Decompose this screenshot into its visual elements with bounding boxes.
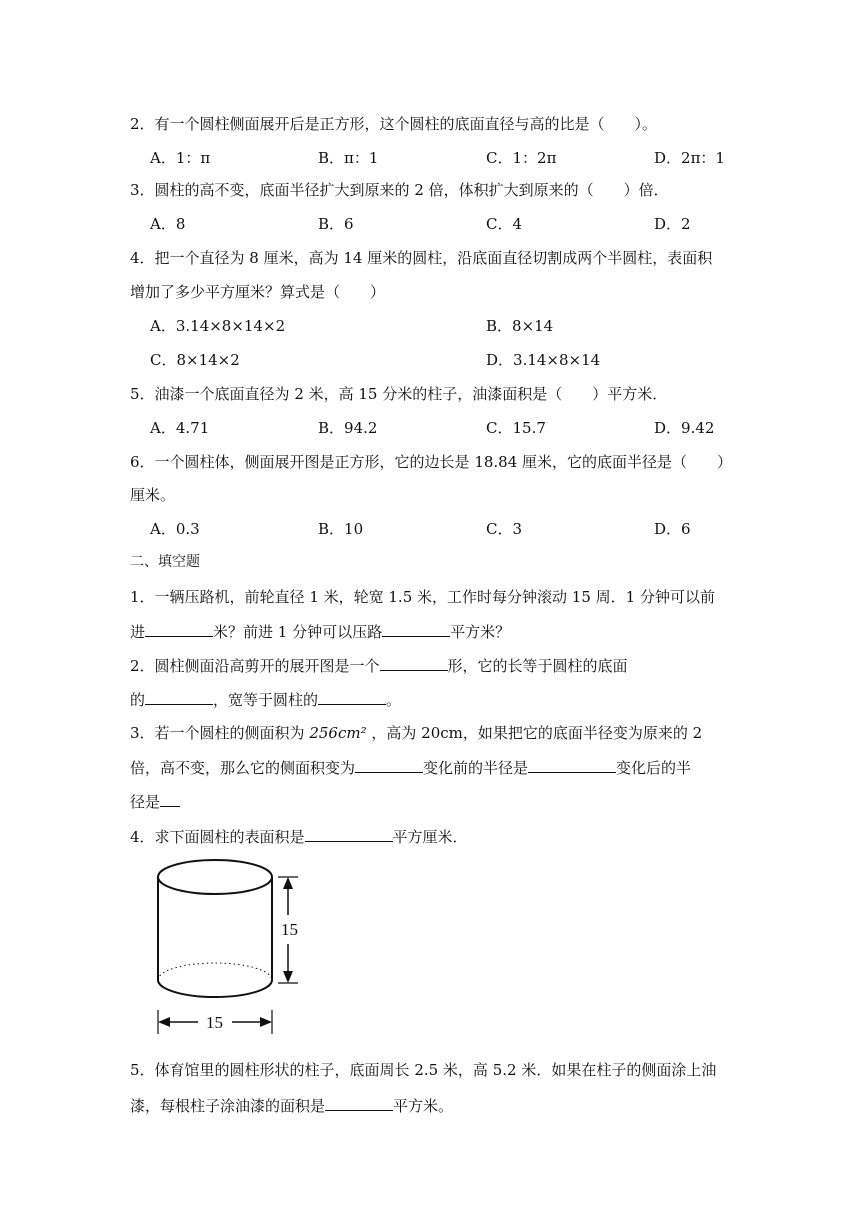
q3-option-b: B．6 — [318, 215, 354, 233]
cylinder-top-ellipse — [158, 860, 272, 894]
width-arrow-left — [158, 1017, 170, 1027]
fill-2-line-2 — [130, 688, 401, 710]
fill-2-blank-1[interactable] — [380, 654, 448, 671]
fill-1-blank-2[interactable] — [382, 620, 450, 637]
question-2-text: 2．有一个圆柱侧面展开后是正方形，这个圆柱的底面直径与高的比是（ ）。 — [130, 115, 658, 133]
fill-2-text-e: 。 — [386, 691, 402, 709]
fill-3-math-area: 256cm² — [309, 724, 367, 742]
q6-option-c: C．3 — [486, 520, 523, 538]
height-label: 15 — [281, 920, 298, 939]
fill-5-text-b: 平方米。 — [393, 1097, 454, 1115]
fill-1-line-2 — [130, 620, 510, 642]
fill-1-text-b: 米？前进 1 分钟可以压路 — [213, 623, 383, 641]
fill-2-blank-2[interactable] — [145, 688, 213, 705]
cylinder-bottom-arc — [158, 980, 272, 997]
fill-5-blank[interactable] — [325, 1094, 393, 1111]
fill-2-line-1 — [130, 654, 628, 676]
question-6-line-1: 6．一个圆柱体，侧面展开图是正方形，它的边长是 18.84 厘米，它的底面半径是（ ） — [130, 453, 733, 471]
q6-option-a: A．0.3 — [150, 520, 200, 538]
q2-option-a: A．1：π — [150, 149, 211, 167]
width-arrow-right — [260, 1017, 272, 1027]
q5-option-b: B．94.2 — [318, 419, 378, 437]
fill-1-text-a: 进 — [130, 623, 146, 641]
fill-5-line-2 — [130, 1094, 453, 1116]
fill-3-line-2 — [130, 756, 691, 778]
cylinder-hidden-arc — [158, 963, 272, 980]
question-5-text: 5．油漆一个底面直径为 2 米，高 15 分米的柱子，油漆面积是（ ）平方米． — [130, 385, 668, 403]
question-4-line-1: 4．把一个直径为 8 厘米，高为 14 厘米的圆柱，沿底面直径切割成两个半圆柱，表面积 — [130, 249, 713, 267]
fill-2-blank-3[interactable] — [318, 688, 386, 705]
fill-2-text-d: ，宽等于圆柱的 — [213, 691, 319, 709]
fill-3-text-a: 3．若一个圆柱的侧面积为 — [130, 724, 305, 742]
q5-option-c: C．15.7 — [486, 419, 546, 437]
question-6-line-2: 厘米。 — [130, 486, 176, 504]
fill-2-text-b: 形，它的长等于圆柱的底面 — [447, 657, 628, 675]
width-label: 15 — [206, 1013, 223, 1032]
fill-1-line-1: 1．一辆压路机，前轮直径 1 米，轮宽 1.5 米，工作时每分钟滚动 15 周．1 分钟可以前 — [130, 588, 715, 606]
fill-5-line-1: 5．体育馆里的圆柱形状的柱子，底面周长 2.5 米，高 5.2 米．如果在柱子的侧面涂上油 — [130, 1061, 717, 1079]
question-4-line-2: 增加了多少平方厘米？算式是（ ） — [130, 283, 386, 301]
cylinder-diagram — [150, 852, 320, 1042]
fill-1-blank-1[interactable] — [145, 620, 213, 637]
q5-option-d: D．9.42 — [654, 419, 715, 437]
fill-3-blank-2[interactable] — [528, 756, 616, 773]
fill-2-text-a: 2．圆柱侧面沿高剪开的展开图是一个 — [130, 657, 380, 675]
fill-4-blank[interactable] — [305, 825, 393, 842]
fill-4-line — [130, 825, 468, 847]
fill-3-text-b: ，高为 20cm，如果把它的底面半径变为原来的 2 — [371, 724, 703, 742]
q4-option-a: A．3.14×8×14×2 — [150, 317, 286, 335]
fill-3-text-c: 倍，高不变，那么它的侧面积变为 — [130, 759, 356, 777]
q3-option-a: A．8 — [150, 215, 186, 233]
q4-option-d: D．3.14×8×14 — [486, 351, 601, 369]
question-3-text: 3．圆柱的高不变，底面半径扩大到原来的 2 倍，体积扩大到原来的（ ）倍． — [130, 181, 669, 199]
fill-4-text-b: 平方厘米． — [392, 828, 468, 846]
q2-option-b: B．π：1 — [318, 149, 379, 167]
height-arrow-down — [283, 971, 293, 983]
fill-3-blank-3[interactable] — [160, 790, 180, 807]
q5-option-a: A．4.71 — [150, 419, 210, 437]
q2-option-d: D．2π：1 — [654, 149, 725, 167]
q3-option-c: C．4 — [486, 215, 523, 233]
fill-5-text-a: 漆，每根柱子涂油漆的面积是 — [130, 1097, 326, 1115]
fill-1-text-c: 平方米？ — [450, 623, 511, 641]
fill-3-text-f: 径是 — [130, 793, 161, 811]
fill-3-text-d: 变化前的半径是 — [423, 759, 529, 777]
q6-option-d: D．6 — [654, 520, 691, 538]
fill-4-text-a: 4．求下面圆柱的表面积是 — [130, 828, 305, 846]
height-arrow-up — [283, 877, 293, 889]
fill-3-line-3 — [130, 790, 180, 812]
q4-option-c: C．8×14×2 — [150, 351, 240, 369]
fill-2-text-c: 的 — [130, 691, 146, 709]
section-2-heading: 二、填空题 — [130, 554, 200, 570]
q6-option-b: B．10 — [318, 520, 364, 538]
cylinder-figure — [150, 852, 320, 1042]
fill-3-text-e: 变化后的半 — [616, 759, 692, 777]
fill-3-blank-1[interactable] — [355, 756, 423, 773]
fill-3-line-1 — [130, 723, 702, 743]
q4-option-b: B．8×14 — [486, 317, 554, 335]
q2-option-c: C．1：2π — [486, 149, 557, 167]
q3-option-d: D．2 — [654, 215, 691, 233]
